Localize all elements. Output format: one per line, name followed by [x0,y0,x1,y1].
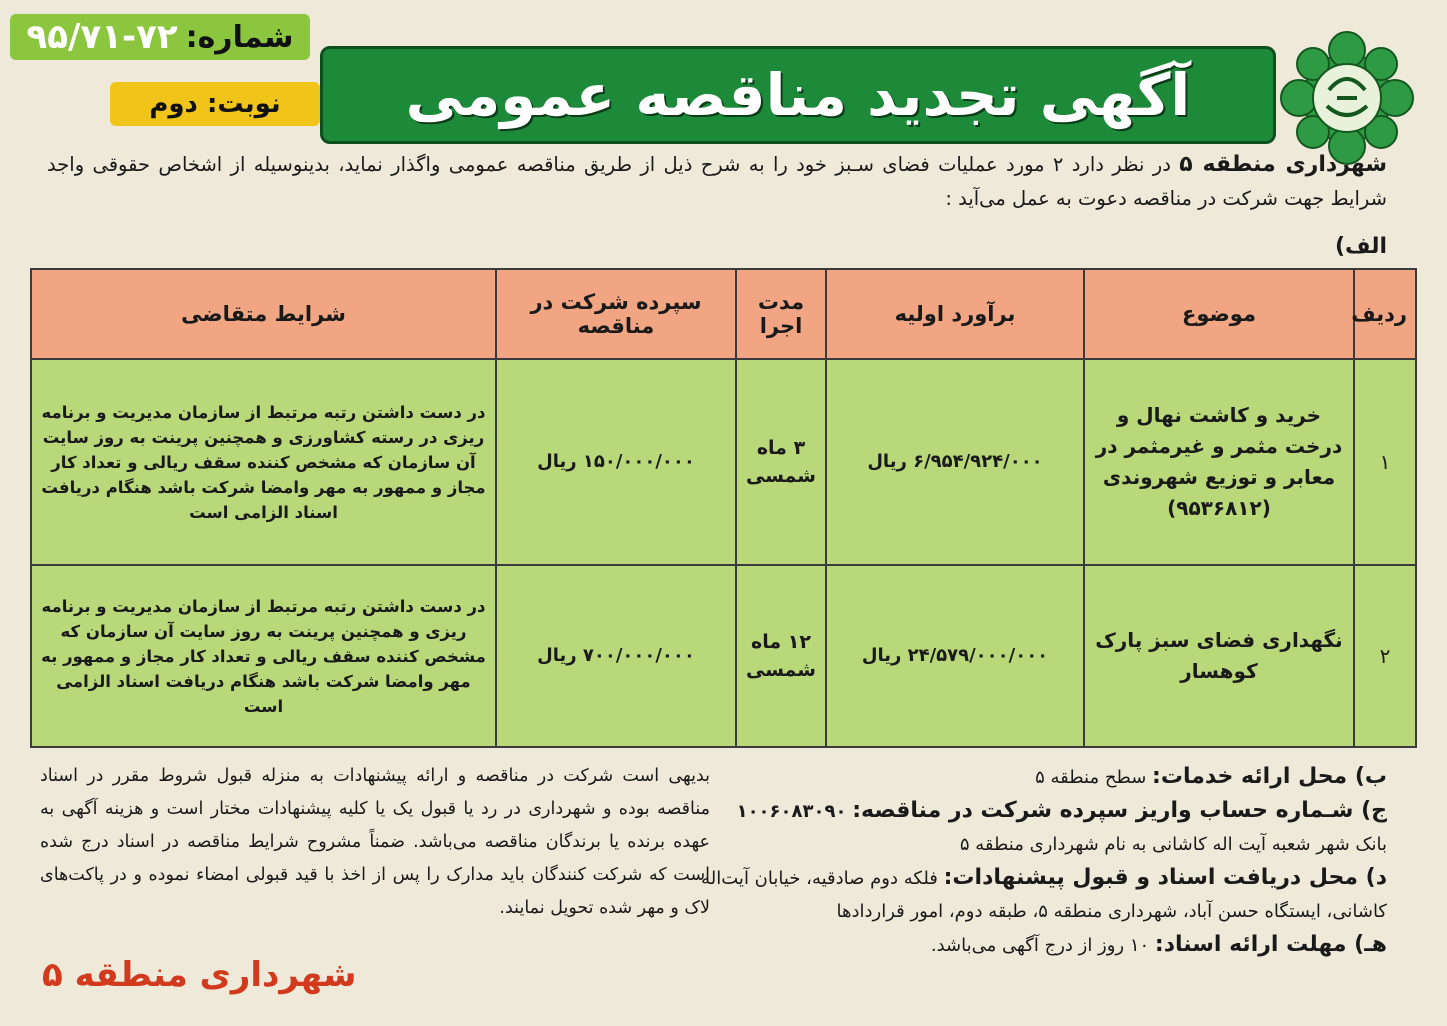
cell-conditions: در دست داشتن رتبه مرتبط از سازمان مدیریت و برنامه ریزی در رسته کشاورزی و همچنین پرینت به روز سایت آن سازمان که مشخص کننده سقف ریالی و تعداد کار مجاز و ممهور به مهر وامضا شرکت باشد هنگام دریافت اسناد الزامی است [31,359,496,565]
header-subject: موضوع [1084,269,1354,359]
cell-subject: خرید و کاشت نهال و درخت مثمر و غیرمثمر در معابر و توزیع شهروندی (۹۵۳۶۸۱۲) [1084,359,1354,565]
table-row [31,565,1416,747]
details-sections [697,760,1387,962]
section-e-value: ۱۰ روز از درج آگهی می‌باشد. [930,935,1150,956]
section-d-value: فلکه دوم صادقیه، خیابان آیت‌اله کاشانی، ایستگاه حسن آباد، شهرداری منطقه ۵، طبقه دوم، امور قراردادها [701,868,1387,922]
page-title: آگهی تجدید مناقصه عمومی [405,61,1191,129]
signature: شهرداری منطقه ۵ [42,955,357,995]
section-e [697,928,1387,962]
section-b-label: ب) محل ارائه خدمات: [1152,764,1387,789]
terms-notice: بدیهی است شرکت در مناقصه و ارائه پیشنهادات به منزله قبول شروط مقرر در اسناد مناقصه بوده و شهرداری در رد یا قبول یک یا کلیه پیشنهادات مختار است و هزینه آگهی به عهده برنده یا برندگان مناقصه می‌باشد. ضمناً مشروح شرایط مناقصه در اسناد درج شده است که شرکت کنندگان باید مدارک را پس از اخذ با قید قبولی امضاء نموده و در پاکت‌های لاک و مهر شده تحویل نمایند. [40,766,710,918]
section-a-label: الف) [1334,234,1387,259]
cell-duration: ۱۲ ماه شمسی [736,565,826,747]
cell-deposit: ۷۰۰/۰۰۰/۰۰۰ ریال [496,565,736,747]
section-c-value: ۱۰۰۶۰۸۳۰۹۰ [736,801,847,822]
title-banner [320,46,1276,144]
section-c [697,794,1387,828]
intro-text: در نظر دارد ۲ مورد عملیات فضای سـبز خود را به شرح ذیل از طریق مناقصه عمومی واگذار نماید، بدینوسیله از اشخاص حقوقی واجد شرایط جهت شرکت در مناقصه دعوت به عمل می‌آید : [47,153,1387,210]
section-b-value: سطح منطقه ۵ [1035,767,1147,788]
section-d [697,861,1387,928]
section-e-label: هـ) مهلت ارائه اسناد: [1154,932,1387,957]
cell-row-number: ۱ [1354,359,1416,565]
intro-org: شهرداری منطقه ۵ [1179,152,1387,177]
section-d-label: د) محل دریافت اسناد و قبول پیشنهادات: [943,865,1387,890]
section-b [697,760,1387,794]
header-conditions: شرایط متقاضی [31,269,496,359]
cell-row-number: ۲ [1354,565,1416,747]
tender-table [30,268,1417,748]
table-header-row [31,269,1416,359]
table-row [31,359,1416,565]
header-duration: مدت اجرا [736,269,826,359]
header-estimate: برآورد اولیه [826,269,1084,359]
municipality-logo [1277,28,1417,168]
notice-number-badge [10,14,310,60]
section-c-label: ج) شـماره حساب واریز سپرده شرکت در مناقصه: [852,798,1387,823]
notice-number-value: ۹۵/۷۱-۷۲ [26,17,178,57]
round-badge [110,82,320,126]
cell-deposit: ۱۵۰/۰۰۰/۰۰۰ ریال [496,359,736,565]
cell-conditions: در دست داشتن رتبه مرتبط از سازمان مدیریت و برنامه ریزی و همچنین پرینت به روز سایت آن سازمان که مشخص کننده سقف ریالی و تعداد کار مجاز و ممهور به مهر وامضا شرکت باشد هنگام دریافت اسناد الزامی است [31,565,496,747]
intro-paragraph [47,148,1387,216]
header-deposit: سپرده شرکت در مناقصه [496,269,736,359]
cell-subject: نگهداری فضای سبز پارک کوهسار [1084,565,1354,747]
cell-estimate: ۶/۹۵۴/۹۲۴/۰۰۰ ریال [826,359,1084,565]
round-label: نوبت: دوم [149,89,281,119]
notice-number-label: شماره: [185,19,294,55]
cell-estimate: ۲۴/۵۷۹/۰۰۰/۰۰۰ ریال [826,565,1084,747]
section-c-bank: بانک شهر شعبه آیت اله کاشانی به نام شهرداری منطقه ۵ [959,834,1387,855]
header-row-number: ردیف [1354,269,1416,359]
cell-duration: ۳ ماه شمسی [736,359,826,565]
